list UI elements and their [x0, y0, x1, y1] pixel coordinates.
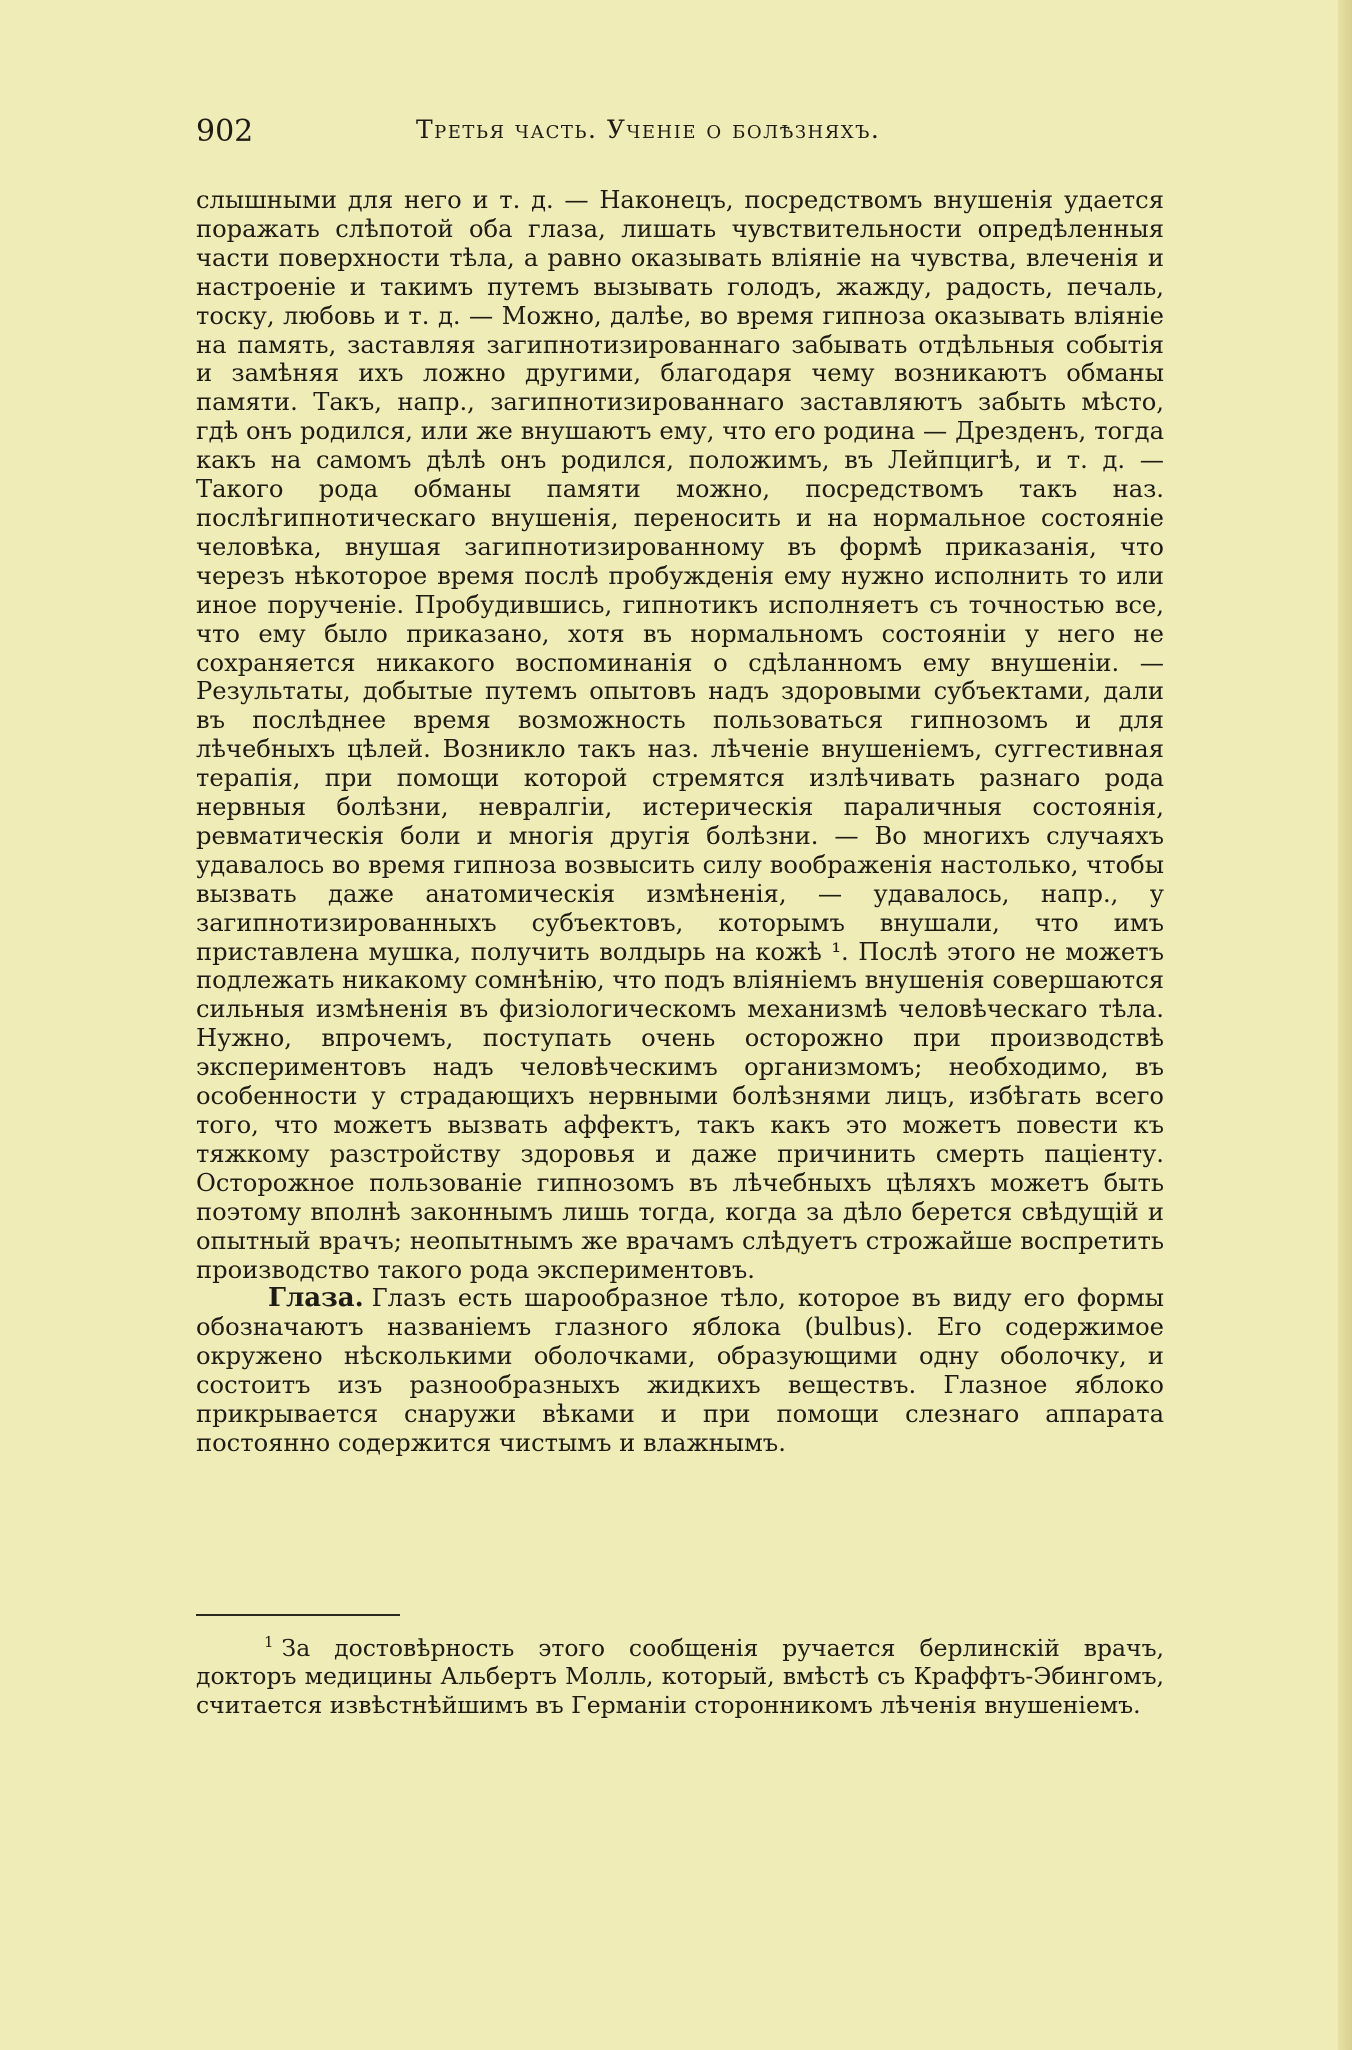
footnote-marker: 1: [264, 1633, 274, 1651]
page-number: 902: [196, 114, 254, 149]
body-text: [196, 186, 1164, 1458]
paragraph-glaza: [196, 1284, 1164, 1457]
section-term: Глаза.: [268, 1283, 364, 1314]
paragraph-hypnosis: слышными для него и т. д. — Наконецъ, посредствомъ внушенія удается поражать слѣпотой оба глаза, лишать чувствительности опредѣленныя части поверхности тѣла, а равно оказывать вліяніе на чувства, влеченія и настроеніе и такимъ путемъ вызывать голодъ, жажду, радость, печаль, тоску, любовь и т. д. — Можно, далѣе, во время гипноза оказывать вліяніе на память, заставляя загипнотизированнаго забывать отдѣльныя событія и замѣняя ихъ ложно другими, благодаря чему возникаютъ обманы памяти. Такъ, напр., загипнотизированнаго заставляютъ забыть мѣсто, гдѣ онъ родился, или же внушаютъ ему, что его родина — Дрезденъ, тогда какъ на самомъ дѣлѣ онъ родился, положимъ, въ Лейпцигѣ, и т. д. — Такого рода обманы памяти можно, посредствомъ такъ наз. послѣгипнотическаго внушенія, переносить и на нормальное состояніе человѣка, внушая загипнотизированному въ формѣ приказанія, что черезъ нѣкоторое время послѣ пробужденія ему нужно исполнить то или иное порученіе. Пробудившись, гипнотикъ исполняетъ съ точностью все, что ему было приказано, хотя въ нормальномъ состояніи у него не сохраняется никакого воспоминанія о сдѣланномъ ему внушеніи. — Результаты, добытые путемъ опытовъ надъ здоровыми субъектами, дали въ послѣднее время возможность пользоваться гипнозомъ и для лѣчебныхъ цѣлей. Возникло такъ наз. лѣченіе внушеніемъ, суггестивная терапія, при помощи которой стремятся излѣчивать разнаго рода нервныя болѣзни, невралгіи, истерическія параличныя состоянія, ревматическія боли и многія другія болѣзни. — Во многихъ случаяхъ удавалось во время гипноза возвысить силу воображенія настолько, чтобы вызвать даже анатомическія измѣненія, — удавалось, напр., у загипнотизированныхъ субъектовъ, которымъ внушали, что имъ приставлена мушка, получить волдырь на кожѣ ¹. Послѣ этого не можетъ подлежать никакому сомнѣнію, что подъ вліяніемъ внушенія совершаются сильныя измѣненія въ физіологическомъ механизмѣ человѣческаго тѣла. Нужно, впрочемъ, поступать очень осторожно при производствѣ экспериментовъ надъ человѣческимъ организмомъ; необходимо, въ особенности у страдающихъ нервными болѣзнями лицъ, избѣгать всего того, что можетъ вызвать аффектъ, такъ какъ это можетъ повести къ тяжкому разстройству здоровья и даже причинить смерть паціенту. Осторожное пользованіе гипнозомъ въ лѣчебныхъ цѣляхъ можетъ быть поэтому вполнѣ законнымъ лишь тогда, когда за дѣло берется свѣдущій и опытный врачъ; неопытнымъ же врачамъ слѣдуетъ строжайше воспретить производство такого рода экспериментовъ.: [196, 186, 1164, 1284]
paragraph-glaza-text: Глазъ есть шарообразное тѣло, которое въ виду его формы обозначаютъ названіемъ глазного яблока (bulbus). Его содержимое окружено нѣсколькими оболочками, образующими одну оболочку, и состоитъ изъ разнообразныхъ жидкихъ веществъ. Глазное яблоко прикрывается снаружи вѣками и при помощи слезнаго аппарата постоянно содержится чистымъ и влажнымъ.: [196, 1284, 1164, 1457]
footnote-divider: [196, 1614, 400, 1616]
running-head: Третья часть. Ученіе о болѣзняхъ.: [416, 115, 881, 144]
footnote-text: За достовѣрность этого сообщенія ручается берлинскій врачъ, докторъ медицины Альбертъ Молль, который, вмѣстѣ съ Краффтъ-Эбингомъ, считается извѣстнѣйшимъ въ Германіи сторонникомъ лѣченія внушеніемъ.: [196, 1633, 1164, 1720]
footnote: [196, 1628, 1164, 1720]
page-edge: [1338, 0, 1352, 2050]
